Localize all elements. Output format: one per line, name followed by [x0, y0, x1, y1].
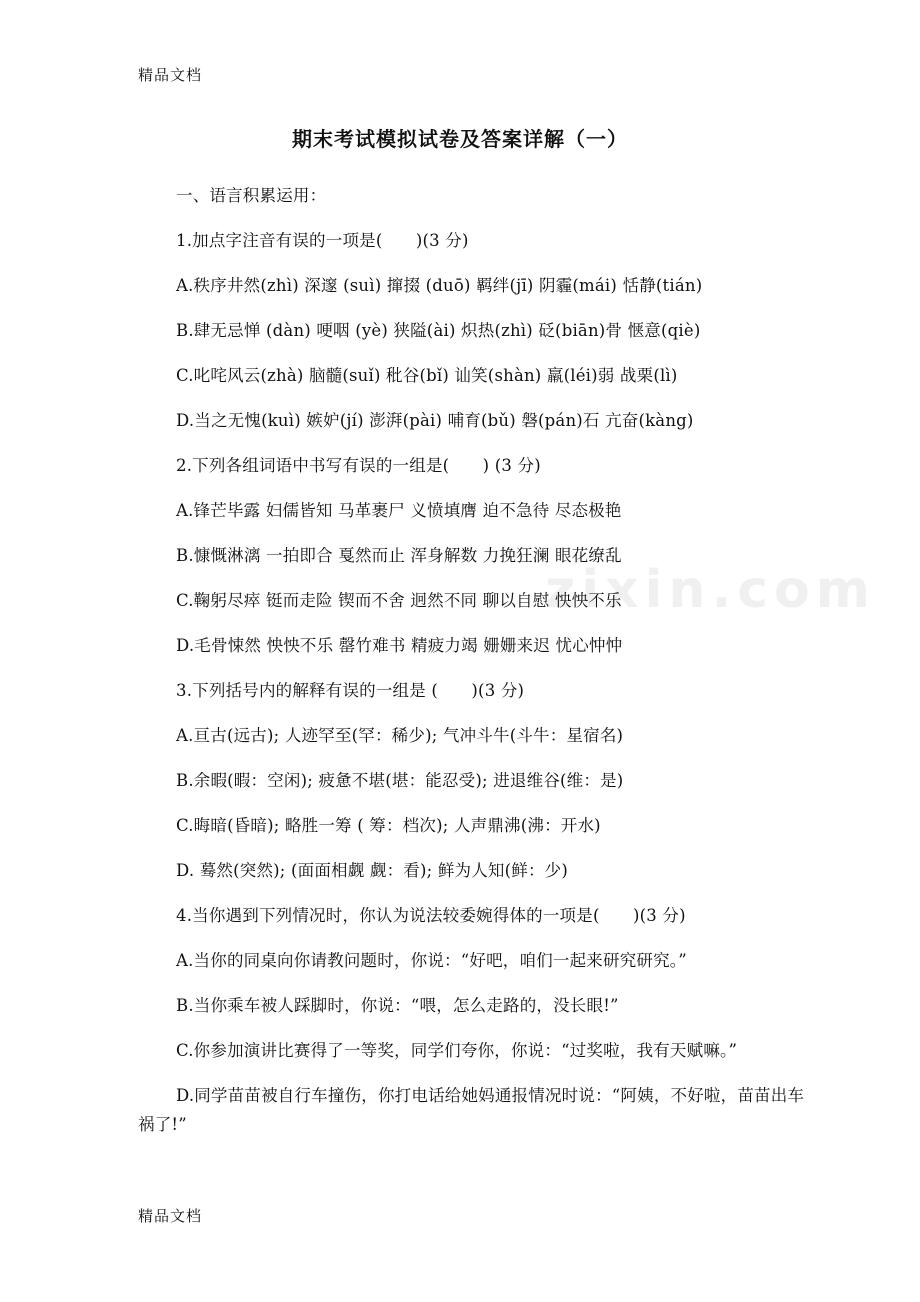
question-4: 4.当你遇到下列情况时，你认为说法较委婉得体的一项是( )(3 分) [176, 906, 686, 925]
question-2: 2.下列各组词语中书写有误的一组是( ) (3 分) [176, 456, 541, 475]
section-heading: 一、语言积累运用： [176, 186, 327, 205]
q2-option-c: C.鞠躬尽瘁 铤而走险 锲而不舍 迥然不同 聊以自慰 怏怏不乐 [176, 591, 622, 610]
q4-option-c: C.你参加演讲比赛得了一等奖，同学们夸你，你说：“过奖啦，我有天赋嘛。” [176, 1041, 738, 1060]
q1-option-c: C.叱咤风云(zhà) 脑髓(suǐ) 秕谷(bǐ) 讪笑(shàn) 羸(léi)弱 战栗(lì) [176, 366, 678, 385]
document-body [138, 185, 818, 1162]
q3-option-c: C.晦暗(昏暗); 略胜一筹 ( 筹：档次); 人声鼎沸(沸：开水) [176, 816, 601, 835]
q2-option-d: D.毛骨悚然 怏怏不乐 罄竹难书 精疲力竭 姗姗来迟 忧心忡忡 [176, 636, 623, 655]
q4-option-b: B.当你乘车被人踩脚时，你说：“喂，怎么走路的，没长眼!” [176, 996, 619, 1015]
q4-option-a: A.当你的同桌向你请教问题时，你说：“好吧，咱们一起来研究研究。” [176, 951, 687, 970]
q3-option-b: B.余暇(暇：空闲); 疲惫不堪(堪：能忍受); 进退维谷(维：是) [176, 771, 624, 790]
question-1: 1.加点字注音有误的一项是( )(3 分) [176, 231, 469, 250]
q1-option-b: B.肆无忌惮 (dàn) 哽咽 (yè) 狭隘(ài) 炽热(zhì) 砭(biān)骨 惬意(qiè) [176, 321, 701, 340]
question-3: 3.下列括号内的解释有误的一组是 ( )(3 分) [176, 681, 525, 700]
q2-option-b: B.慷慨淋漓 一拍即合 戛然而止 浑身解数 力挽狂澜 眼花缭乱 [176, 546, 622, 565]
watermark: zixin.com [545, 560, 876, 620]
q3-option-a: A.亘古(远古); 人迹罕至(罕：稀少); 气冲斗牛(斗牛：星宿名) [176, 726, 624, 745]
document-title: 期末考试模拟试卷及答案详解（一） [292, 127, 628, 151]
q1-option-d: D.当之无愧(kuì) 嫉妒(jí) 澎湃(pài) 哺育(bǔ) 磐(pán)石 亢奋(kàng) [176, 411, 694, 430]
page-footer: 精品文档 [138, 1207, 203, 1225]
q3-option-d: D. 蓦然(突然); (面面相觑 觑：看); 鲜为人知(鲜：少) [176, 861, 569, 880]
q1-option-a: A.秩序井然(zhì) 深邃 (suì) 撺掇 (duō) 羁绊(jī) 阴霾(mái) 恬静(tián) [176, 276, 703, 295]
q2-option-a: A.锋芒毕露 妇儒皆知 马革裹尸 义愤填膺 迫不急待 尽态极艳 [176, 501, 622, 520]
page-header: 精品文档 [138, 66, 203, 84]
q4-option-d: D.同学苗苗被自行车撞伤，你打电话给她妈通报情况时说：“阿姨，不好啦，苗苗出车祸了!” [138, 1086, 805, 1134]
